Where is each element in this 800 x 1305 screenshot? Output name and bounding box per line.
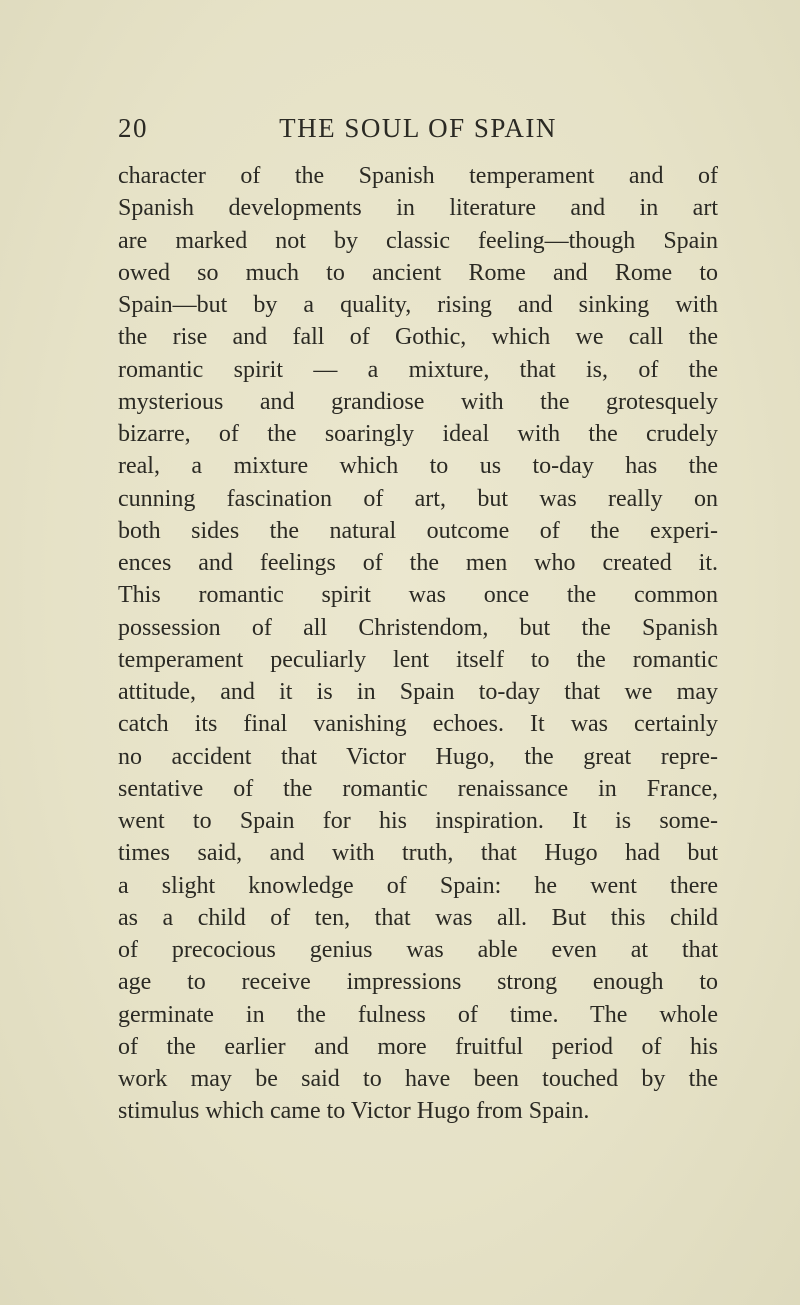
- text-line: ences and feelings of the men who created it.: [118, 550, 718, 576]
- text-line: of the earlier and more fruitful period of his: [118, 1033, 718, 1060]
- text-line: cunning fascination of art, but was really on: [118, 485, 718, 512]
- text-line: times said, and with truth, that Hugo had but: [118, 840, 718, 867]
- text-line: temperament peculiarly lent itself to the romantic: [118, 646, 718, 673]
- text-line: sentative of the romantic renaissance in France,: [118, 775, 718, 802]
- text-line: catch its final vanishing echoes. It was certainly: [118, 711, 718, 738]
- text-line: stimulus which came to Victor Hugo from Spain.: [118, 1098, 590, 1125]
- text-line: no accident that Victor Hugo, the great repre-: [118, 743, 718, 770]
- text-line: both sides the natural outcome of the experi-: [118, 517, 718, 544]
- text-line: age to receive impressions strong enough to: [118, 969, 718, 996]
- text-line: went to Spain for his inspiration. It is some-: [118, 808, 718, 834]
- body-text: [118, 160, 718, 1128]
- text-line: attitude, and it is in Spain to-day that we may: [118, 679, 718, 705]
- text-line: Spain—but by a quality, rising and sinking with: [118, 292, 718, 318]
- text-line: Spanish developments in literature and in art: [118, 195, 718, 222]
- text-line: character of the Spanish temperament and of: [118, 163, 718, 189]
- text-line: as a child of ten, that was all. But this child: [118, 904, 718, 931]
- text-line: This romantic spirit was once the common: [118, 582, 718, 609]
- text-line: romantic spirit — a mixture, that is, of the: [118, 356, 718, 383]
- text-line: of precocious genius was able even at that: [118, 937, 718, 963]
- text-line: germinate in the fulness of time. The whole: [118, 1001, 718, 1028]
- text-line: mysterious and grandiose with the grotesquely: [118, 388, 718, 415]
- page-number: 20: [118, 113, 148, 143]
- text-line: work may be said to have been touched by the: [118, 1066, 718, 1092]
- text-line: the rise and fall of Gothic, which we call the: [118, 324, 718, 351]
- running-title: THE SOUL OF SPAIN: [279, 113, 557, 143]
- running-head: [118, 113, 718, 149]
- text-line: owed so much to ancient Rome and Rome to: [118, 259, 718, 286]
- text-line: a slight knowledge of Spain: he went there: [118, 872, 718, 899]
- text-line: bizarre, of the soaringly ideal with the crudely: [118, 421, 718, 447]
- text-line: real, a mixture which to us to-day has the: [118, 453, 718, 480]
- text-line: are marked not by classic feeling—though Spain: [118, 227, 718, 254]
- text-line: possession of all Christendom, but the Spanish: [118, 614, 718, 641]
